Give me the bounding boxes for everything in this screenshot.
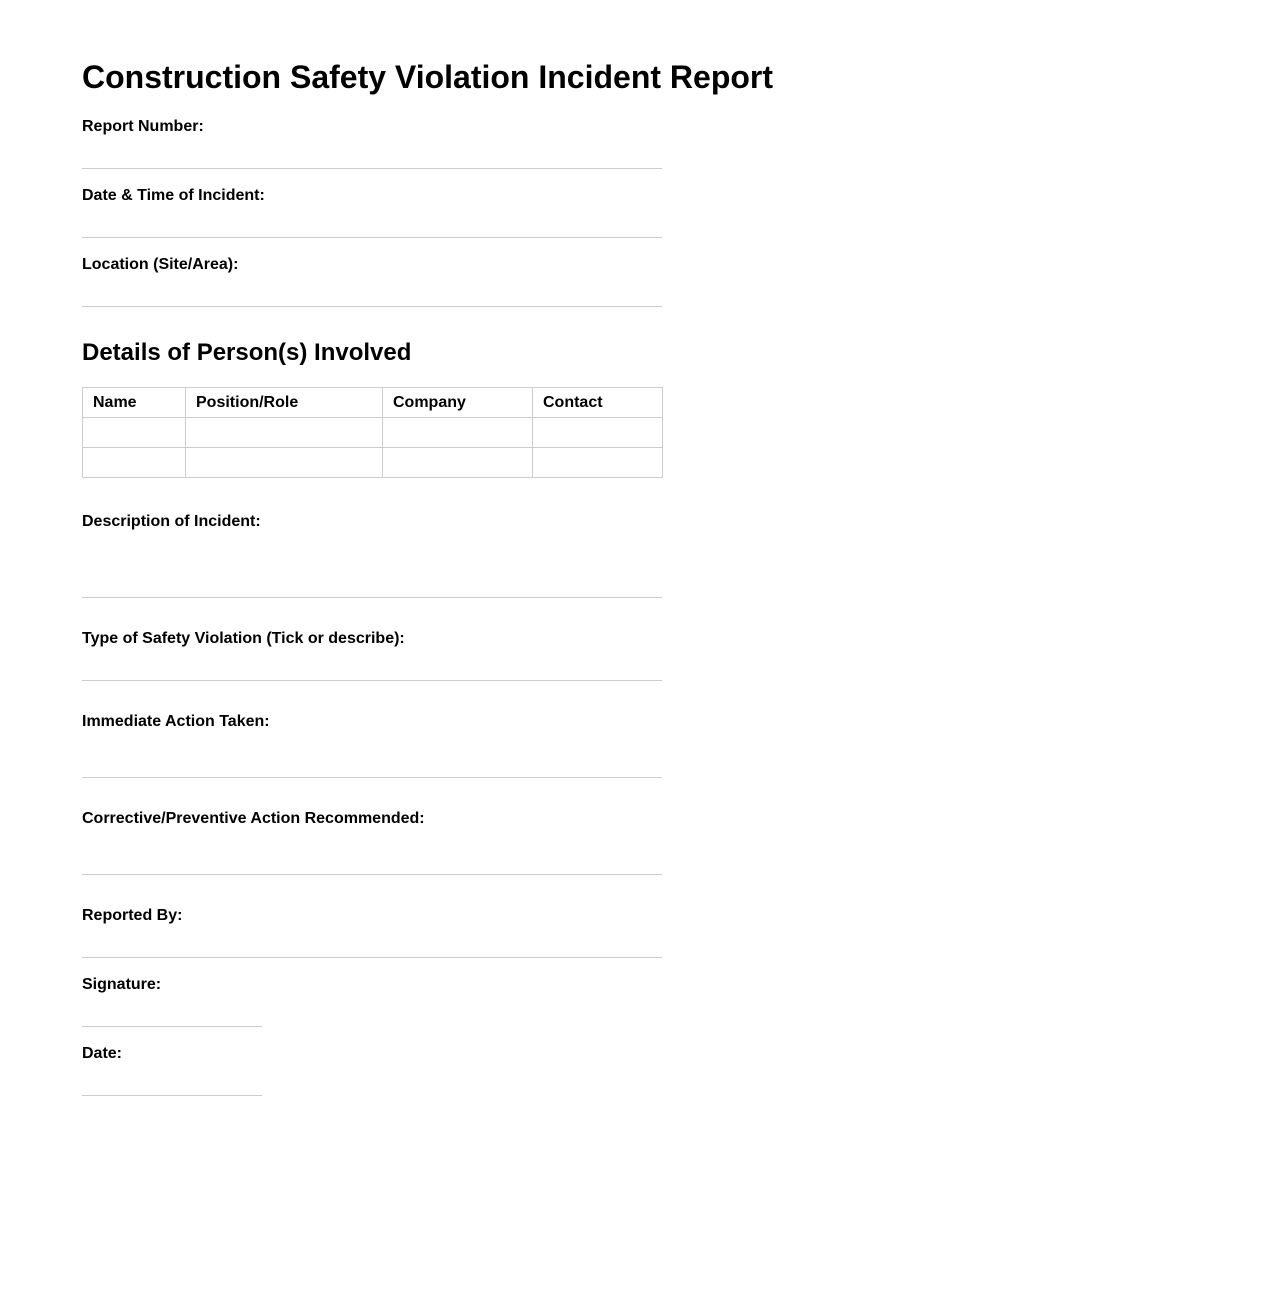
violation-type-field[interactable]	[82, 629, 662, 649]
corrective-action-field[interactable]	[82, 809, 662, 829]
reported-by-field[interactable]	[82, 906, 662, 926]
signature-underline	[82, 1026, 262, 1027]
date-label: Date:	[82, 1045, 123, 1062]
cell-position-role[interactable]	[186, 448, 383, 478]
corrective-action-label: Corrective/Preventive Action Recommended:	[82, 810, 425, 827]
description-underline	[82, 597, 662, 598]
cell-company[interactable]	[383, 448, 533, 478]
reported-by-underline	[82, 957, 662, 958]
cell-contact[interactable]	[533, 448, 663, 478]
cell-contact[interactable]	[533, 418, 663, 448]
cell-company[interactable]	[383, 418, 533, 448]
description-field[interactable]	[82, 512, 662, 532]
cell-name[interactable]	[83, 448, 186, 478]
date-time-underline	[82, 237, 662, 238]
table-header-row	[83, 388, 663, 418]
violation-type-underline	[82, 680, 662, 681]
date-time-field[interactable]	[82, 186, 662, 206]
report-number-field[interactable]	[82, 117, 662, 137]
column-header-company: Company	[383, 388, 533, 418]
report-number-underline	[82, 168, 662, 169]
immediate-action-field[interactable]	[82, 712, 662, 732]
signature-label: Signature:	[82, 976, 162, 993]
description-label: Description of Incident:	[82, 513, 261, 530]
cell-position-role[interactable]	[186, 418, 383, 448]
reported-by-label: Reported By:	[82, 907, 183, 924]
signature-field[interactable]	[82, 975, 262, 995]
report-number-label: Report Number:	[82, 118, 204, 135]
violation-type-label: Type of Safety Violation (Tick or describe):	[82, 630, 405, 647]
date-time-label: Date & Time of Incident:	[82, 187, 265, 204]
table-row	[83, 418, 663, 448]
column-header-name: Name	[83, 388, 186, 418]
corrective-action-underline	[82, 874, 662, 875]
date-underline	[82, 1095, 262, 1096]
immediate-action-underline	[82, 777, 662, 778]
persons-table	[82, 387, 663, 478]
immediate-action-label: Immediate Action Taken:	[82, 713, 270, 730]
table-row	[83, 448, 663, 478]
location-field[interactable]	[82, 255, 662, 275]
persons-section-heading: Details of Person(s) Involved	[82, 339, 412, 366]
location-label: Location (Site/Area):	[82, 256, 239, 273]
column-header-contact: Contact	[533, 388, 663, 418]
date-field[interactable]	[82, 1044, 262, 1064]
page-title: Construction Safety Violation Incident Report	[82, 59, 774, 95]
column-header-position-role: Position/Role	[186, 388, 383, 418]
cell-name[interactable]	[83, 418, 186, 448]
location-underline	[82, 306, 662, 307]
